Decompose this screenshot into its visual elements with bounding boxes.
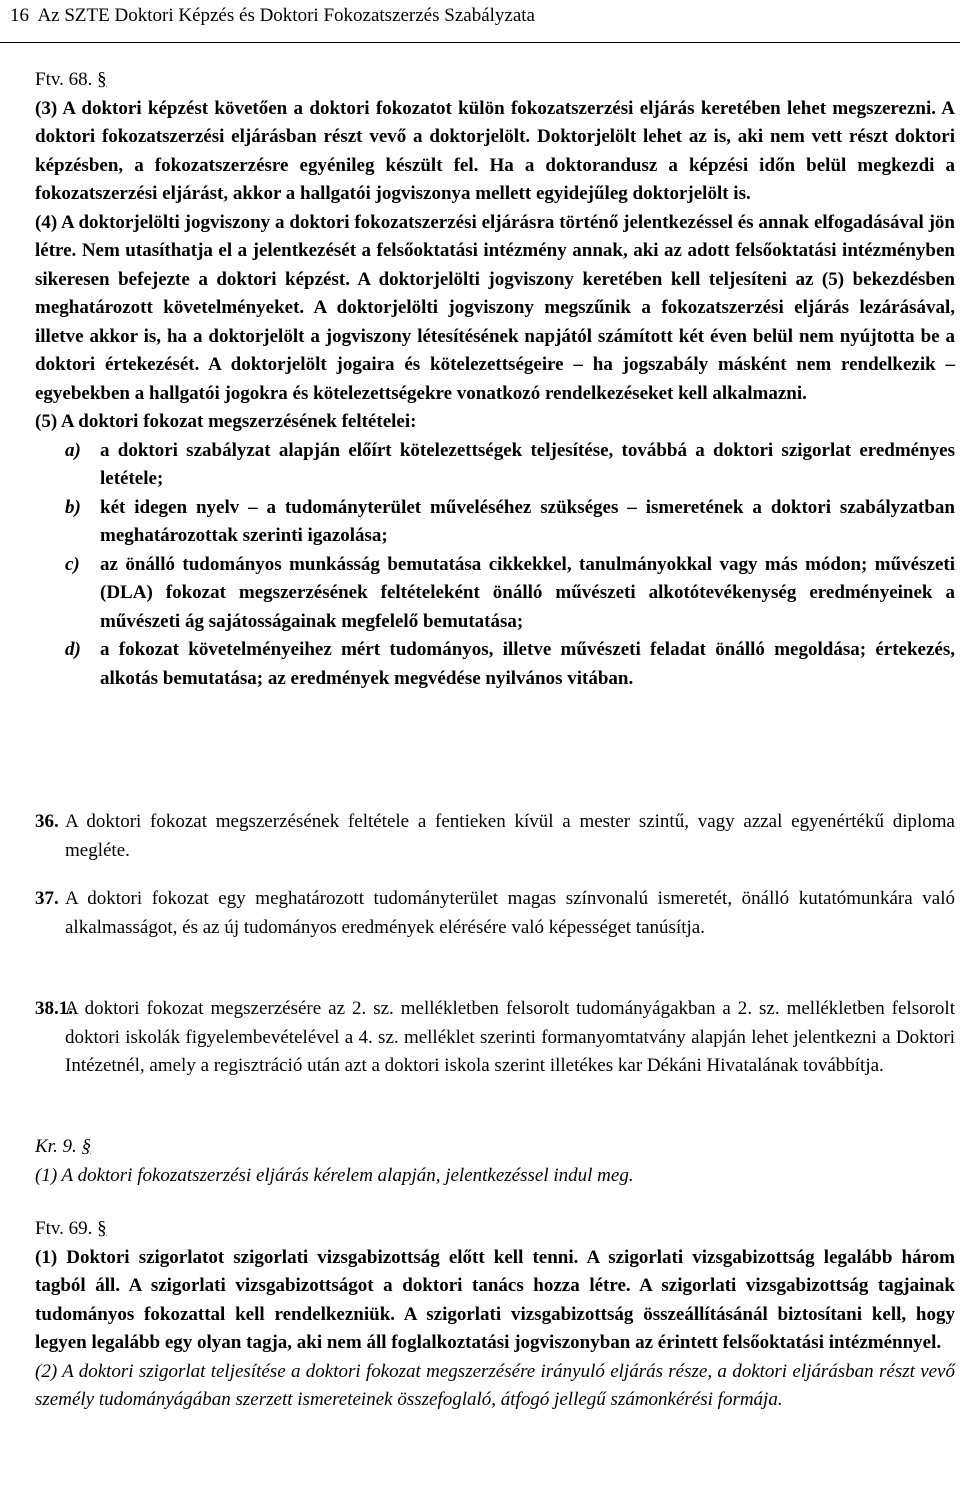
ftv68-item-c: c) az önálló tudományos munkásság bemutatása cikkekkel, tanulmányokkal vagy más módon; művészeti (DLA) fokozat megszerzésének feltételeként önálló művészeti alkotótevékenység eredményeinek a művészeti ág sajátosságainak megfelelő bemutatása; [65, 553, 955, 632]
page-number: 16 [10, 5, 29, 26]
page-header [10, 2, 950, 31]
ftv68-item-d: d) a fokozat követelményeihez mért tudományos, illetve művészeti feladat önálló megoldása; értekezés, alkotás bemutatása; az eredmények megvédése nyilvános vitában. [65, 639, 955, 689]
ftv68-paragraph-4: (4) A doktorjelölti jogviszony a doktori fokozatszerzési eljárásra történő jelentkezéssel és annak elfogadásával jön létre. Nem utasíthatja el a jelentkezését a felsőoktatási intézmény annak, aki az adott felsőoktatási intézményben sikeresen befejezte a doktori képzést. A doktorjelölti jogviszony keretében kell teljesíteni az (5) bekezdésben meghatározott követelményeket. A doktorjelölti jogviszony megszűnik a fokozatszerzési eljárás lezárásával, illetve akkor is, ha a doktorjelölt a jogviszony létesítésének napjától számított két éven belül nem nyújtotta be a doktori értekezését. A doktorjelölt jogaira és kötelezettségeire – ha jogszabály másként nem rendelkezik – egyebekben a hallgatói jogokra és kötelezettségekre vonatkozó rendelkezéseket kell alkalmazni. [35, 211, 955, 404]
ftv68-section [35, 66, 955, 693]
point-37 [35, 885, 955, 942]
point-36-text: A doktori fokozat megszerzésének feltétele a fentieken kívül a mester szintű, vagy azzal egyenértékű diploma megléte. [65, 811, 955, 861]
point-38-1-text: A doktori fokozat megszerzésére az 2. sz. mellékletben felsorolt tudományágakban a 2. sz. mellékletben felsorolt doktori iskolák figyelembevételével a 4. sz. melléklet szerinti formanyomtatvány alapján lehet jelentkezni a Doktori Intézetnél, amely a regisztráció után azt a doktori iskola szerint illetékes kar Dékáni Hivatalának továbbítja. [65, 998, 955, 1076]
point-37-text: A doktori fokozat egy meghatározott tudományterület magas színvonalú ismeretét, önálló kutatómunkára való alkalmasságot, és az új tudományos eredmények elérésére való képességet tanúsítja. [65, 888, 955, 938]
ftv68-paragraph-3: (3) A doktori képzést követően a doktori fokozatot külön fokozatszerzési eljárás keretében lehet megszerezni. A doktori fokozatszerzési eljárásban részt vevő a doktorjelölt. Doktorjelölt lehet az is, aki nem vett részt doktori képzésben, a fokozatszerzésre egyénileg készült fel. Ha a doktorandusz a képzési időn belül megkezdi a fokozatszerzési eljárást, akkor a hallgatói jogviszonya mellett egyidejűleg doktorjelölt is. [35, 97, 955, 204]
point-36 [35, 808, 955, 865]
kr9-paragraph-1: (1) A doktori fokozatszerzési eljárás kérelem alapján, jelentkezéssel indul meg. [35, 1164, 634, 1186]
header-rule [0, 42, 960, 43]
point-37-number: 37. [35, 888, 59, 909]
section-mark: § [81, 1136, 91, 1157]
point-36-number: 36. [35, 811, 59, 832]
ftv68-ref: Ftv. 68. § [35, 69, 107, 90]
section-mark: § [97, 69, 107, 90]
ftv69-section [35, 1215, 955, 1415]
ftv68-paragraph-5-intro: (5) A doktori fokozat megszerzésének feltételei: [35, 411, 417, 432]
kr9-section [35, 1133, 955, 1190]
point-38-1 [35, 995, 955, 1081]
point-38-1-number: 38.1. [35, 998, 73, 1019]
ftv68-item-a: a) a doktori szabályzat alapján előírt kötelezettségek teljesítése, továbbá a doktori szigorlat eredményes letétele; [65, 439, 955, 489]
kr9-ref: Kr. 9. § [35, 1136, 91, 1157]
ftv69-paragraph-2: (2) A doktori szigorlat teljesítése a doktori fokozat megszerzésére irányuló eljárás része, a doktori eljárásban részt vevő személy tudományágában szerzett ismereteinek összefoglaló, átfogó jellegű számonkérési formája. [35, 1360, 955, 1410]
ftv69-ref: Ftv. 69. § [35, 1218, 107, 1239]
running-title: Az SZTE Doktori Képzés és Doktori Fokozatszerzés Szabályzata [37, 5, 535, 26]
ftv68-item-b: b) két idegen nyelv – a tudományterület műveléséhez szükséges – ismeretének a doktori szabályzatban meghatározottak szerinti igazolása; [65, 496, 955, 546]
ftv69-paragraph-1: (1) Doktori szigorlatot szigorlati vizsgabizottság előtt kell tenni. A szigorlati vizsgabizottság legalább három tagból áll. A szigorlati vizsgabizottságot a doktori tanács hozza létre. A szigorlati vizsgabizottság tagjainak tudományos fokozattal kell rendelkezniük. A szigorlati vizsgabizottság összeállításánál biztosítani kell, hogy legyen legalább egy olyan tagja, aki nem áll foglalkoztatási jogviszonyban az érintett felsőoktatási intézménnyel. [35, 1246, 955, 1353]
section-mark: § [97, 1218, 107, 1239]
